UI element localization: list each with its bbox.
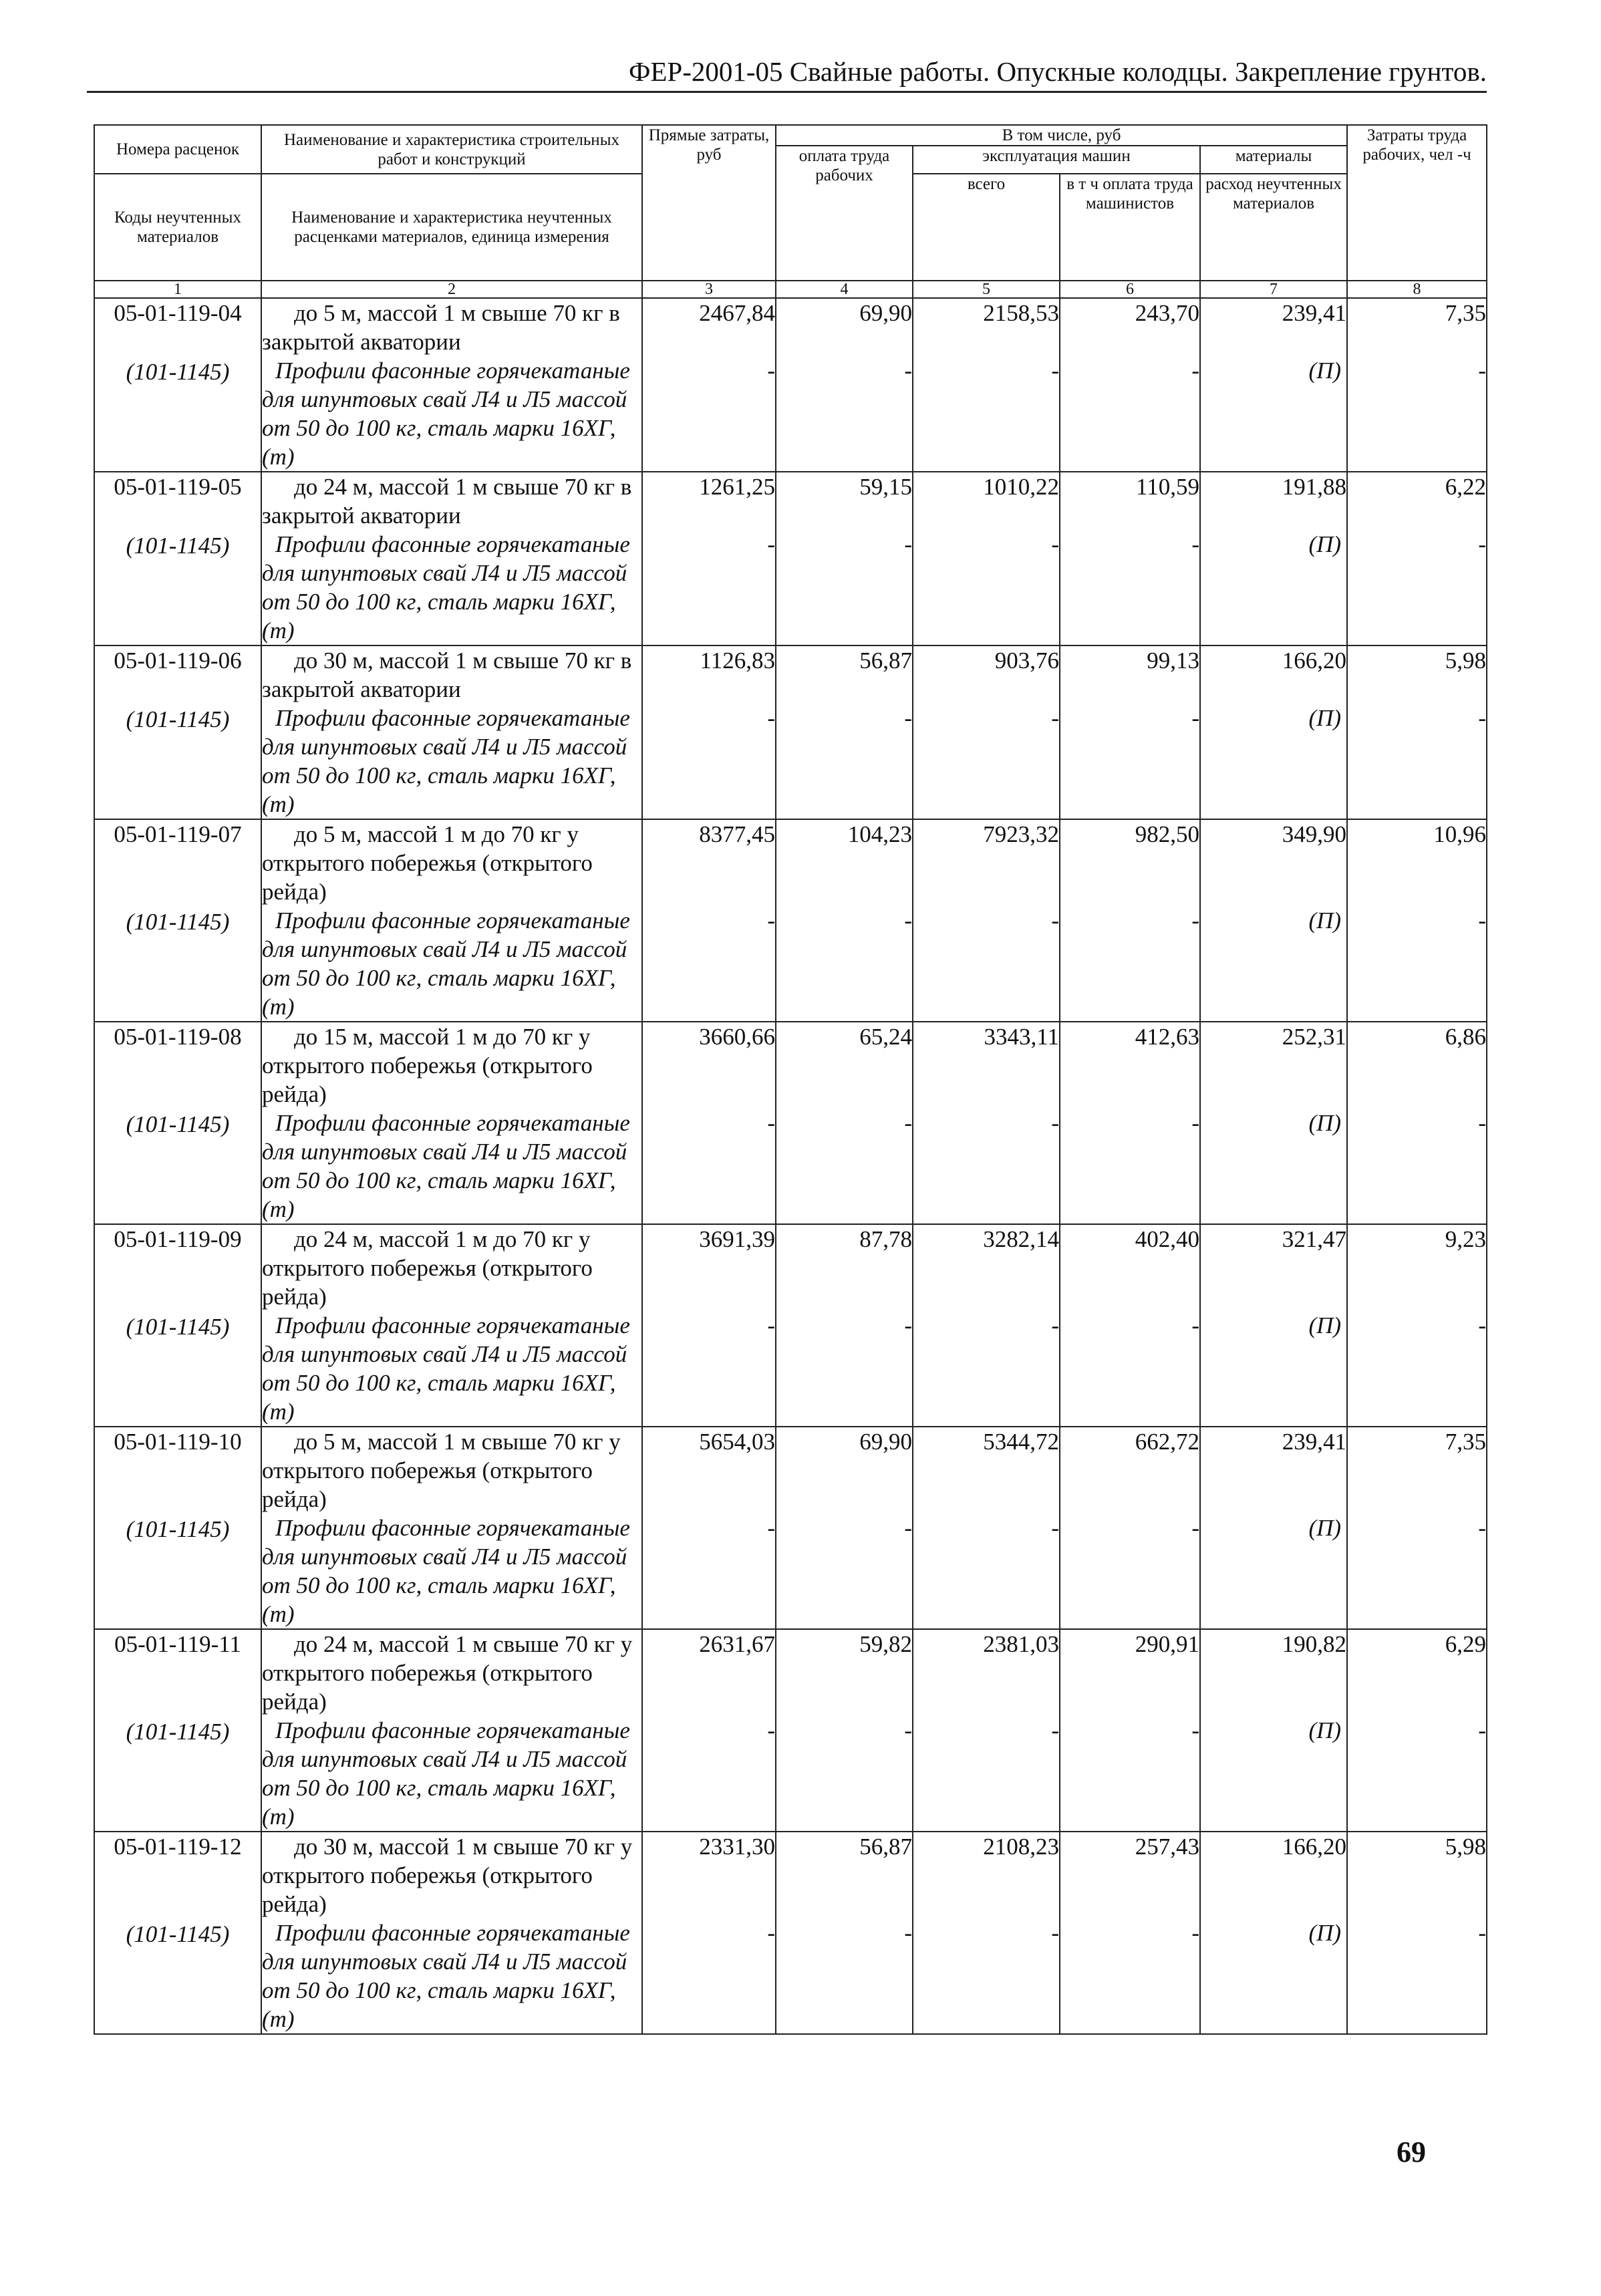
machines-total-cell: 2108,23 - <box>913 1832 1060 2034</box>
labor-cost-cell: 6,22 - <box>1347 472 1487 645</box>
rate-code: 05-01-119-09 <box>114 1226 242 1252</box>
materials-cell: 321,47 (П) <box>1200 1224 1347 1427</box>
material-code: (101-1145) <box>126 706 230 732</box>
machines-total-cell: 7923,32 - <box>913 819 1060 1022</box>
rate-code-cell <box>94 1022 261 1224</box>
material-description: Профили фасонные горячекатаные для шпунтовых свай Л4 и Л5 массой от 50 до 100 кг, сталь марки 16ХГ, (т) <box>262 1717 630 1830</box>
rate-code-cell <box>94 1629 261 1832</box>
direct-costs-cell: 3660,66 - <box>642 1022 776 1224</box>
rate-code-cell <box>94 645 261 819</box>
machines-incl-cell: 982,50 - <box>1060 819 1200 1022</box>
material-code: (101-1145) <box>126 909 230 935</box>
machines-total-cell: 5344,72 - <box>913 1427 1060 1629</box>
labor-cost-cell: 5,98 - <box>1347 1832 1487 2034</box>
labor-cost-cell: 5,98 - <box>1347 645 1487 819</box>
col-number: 8 <box>1347 281 1487 298</box>
work-description: до 5 м, массой 1 м свыше 70 кг в закрытой акватории <box>262 300 620 355</box>
rate-code-cell <box>94 472 261 645</box>
material-code: (101-1145) <box>126 533 230 559</box>
rate-code: 05-01-119-05 <box>114 474 242 500</box>
material-description: Профили фасонные горячекатаные для шпунтовых свай Л4 и Л5 массой от 50 до 100 кг, сталь марки 16ХГ, (т) <box>262 531 630 643</box>
labor-pay-cell: 87,78 - <box>776 1224 913 1427</box>
table-row <box>94 1832 1487 2034</box>
rate-code: 05-01-119-04 <box>114 300 242 326</box>
machines-total-cell: 1010,22 - <box>913 472 1060 645</box>
materials-cell: 239,41 (П) <box>1200 298 1347 472</box>
description-cell <box>261 1629 642 1832</box>
description-cell <box>261 645 642 819</box>
header-materials: материалы <box>1200 146 1347 174</box>
work-description: до 24 м, массой 1 м свыше 70 кг у открытого побережья (открытого рейда) <box>262 1631 633 1715</box>
materials-cell: 191,88 (П) <box>1200 472 1347 645</box>
header-material-codes: Коды неучтенных материалов <box>94 174 261 281</box>
direct-costs-cell: 2631,67 - <box>642 1629 776 1832</box>
material-description: Профили фасонные горячекатаные для шпунтовых свай Л4 и Л5 массой от 50 до 100 кг, сталь марки 16ХГ, (т) <box>262 705 630 817</box>
work-description: до 24 м, массой 1 м свыше 70 кг в закрытой акватории <box>262 474 632 529</box>
material-code: (101-1145) <box>126 1719 230 1745</box>
direct-costs-cell: 1126,83 - <box>642 645 776 819</box>
description-cell <box>261 1427 642 1629</box>
header-materials-unacc: расход неучтенных материалов <box>1200 174 1347 281</box>
rate-code-cell <box>94 1427 261 1629</box>
labor-cost-cell: 10,96 - <box>1347 819 1487 1022</box>
material-code: (101-1145) <box>126 359 230 385</box>
running-header: ФЕР-2001-05 Свайные работы. Опускные колодцы. Закрепление грунтов. <box>87 55 1487 93</box>
labor-pay-cell: 56,87 - <box>776 1832 913 2034</box>
machines-incl-cell: 110,59 - <box>1060 472 1200 645</box>
work-description: до 5 м, массой 1 м свыше 70 кг у открытого побережья (открытого рейда) <box>262 1429 621 1512</box>
direct-costs-cell: 1261,25 - <box>642 472 776 645</box>
machines-incl-cell: 257,43 - <box>1060 1832 1200 2034</box>
work-description: до 30 м, массой 1 м свыше 70 кг в закрытой акватории <box>262 648 632 702</box>
materials-cell: 252,31 (П) <box>1200 1022 1347 1224</box>
header-rate-numbers: Номера расценок <box>94 125 261 174</box>
rate-code: 05-01-119-12 <box>114 1834 242 1860</box>
table-row <box>94 1022 1487 1224</box>
header-labor-cost: Затраты труда рабочих, чел -ч <box>1347 125 1487 281</box>
labor-pay-cell: 69,90 - <box>776 1427 913 1629</box>
work-description: до 15 м, массой 1 м до 70 кг у открытого побережья (открытого рейда) <box>262 1024 593 1107</box>
labor-pay-cell: 56,87 - <box>776 645 913 819</box>
page-number: 69 <box>1397 2136 1426 2168</box>
header-machines-total: всего <box>913 174 1060 281</box>
description-cell <box>261 819 642 1022</box>
rate-code-cell <box>94 298 261 472</box>
header-in-total: В том числе, руб <box>776 125 1347 146</box>
labor-cost-cell: 6,29 - <box>1347 1629 1487 1832</box>
direct-costs-cell: 3691,39 - <box>642 1224 776 1427</box>
table-row <box>94 472 1487 645</box>
labor-pay-cell: 59,15 - <box>776 472 913 645</box>
labor-pay-cell: 65,24 - <box>776 1022 913 1224</box>
work-description: до 30 м, массой 1 м свыше 70 кг у открытого побережья (открытого рейда) <box>262 1834 633 1917</box>
machines-incl-cell: 412,63 - <box>1060 1022 1200 1224</box>
machines-incl-cell: 243,70 - <box>1060 298 1200 472</box>
labor-cost-cell: 6,86 - <box>1347 1022 1487 1224</box>
material-description: Профили фасонные горячекатаные для шпунтовых свай Л4 и Л5 массой от 50 до 100 кг, сталь марки 16ХГ, (т) <box>262 1312 630 1425</box>
header-material-names: Наименование и характеристика неучтенных расценками материалов, единица измерения <box>261 174 642 281</box>
rate-code: 05-01-119-06 <box>114 648 242 674</box>
table-row <box>94 1629 1487 1832</box>
material-description: Профили фасонные горячекатаные для шпунтовых свай Л4 и Л5 массой от 50 до 100 кг, сталь марки 16ХГ, (т) <box>262 357 630 470</box>
machines-total-cell: 3343,11 - <box>913 1022 1060 1224</box>
header-machines: эксплуатация машин <box>913 146 1200 174</box>
material-code: (101-1145) <box>126 1516 230 1542</box>
col-number: 7 <box>1200 281 1347 298</box>
labor-cost-cell: 7,35 - <box>1347 298 1487 472</box>
material-code: (101-1145) <box>126 1111 230 1137</box>
header-labor-pay: оплата труда рабочих <box>776 146 913 281</box>
description-cell <box>261 472 642 645</box>
rate-code: 05-01-119-08 <box>114 1024 242 1050</box>
rate-code: 05-01-119-10 <box>114 1429 242 1455</box>
description-cell <box>261 298 642 472</box>
table-row <box>94 1224 1487 1427</box>
header-work-name: Наименование и характеристика строительных работ и конструкций <box>261 125 642 174</box>
rate-code: 05-01-119-11 <box>114 1631 241 1657</box>
direct-costs-cell: 8377,45 - <box>642 819 776 1022</box>
table-row <box>94 645 1487 819</box>
table-row <box>94 819 1487 1022</box>
material-description: Профили фасонные горячекатаные для шпунтовых свай Л4 и Л5 массой от 50 до 100 кг, сталь марки 16ХГ, (т) <box>262 1515 630 1627</box>
header-direct-costs: Прямые затраты, руб <box>642 125 776 281</box>
labor-cost-cell: 7,35 - <box>1347 1427 1487 1629</box>
col-number: 2 <box>261 281 642 298</box>
labor-pay-cell: 59,82 - <box>776 1629 913 1832</box>
direct-costs-cell: 5654,03 - <box>642 1427 776 1629</box>
machines-total-cell: 2158,53 - <box>913 298 1060 472</box>
materials-cell: 166,20 (П) <box>1200 1832 1347 2034</box>
machines-incl-cell: 402,40 - <box>1060 1224 1200 1427</box>
table-row <box>94 1427 1487 1629</box>
material-description: Профили фасонные горячекатаные для шпунтовых свай Л4 и Л5 массой от 50 до 100 кг, сталь марки 16ХГ, (т) <box>262 1110 630 1222</box>
materials-cell: 239,41 (П) <box>1200 1427 1347 1629</box>
rate-code-cell <box>94 819 261 1022</box>
machines-total-cell: 903,76 - <box>913 645 1060 819</box>
machines-total-cell: 3282,14 - <box>913 1224 1060 1427</box>
material-code: (101-1145) <box>126 1921 230 1947</box>
labor-pay-cell: 69,90 - <box>776 298 913 472</box>
materials-cell: 349,90 (П) <box>1200 819 1347 1022</box>
machines-incl-cell: 290,91 - <box>1060 1629 1200 1832</box>
description-cell <box>261 1832 642 2034</box>
material-code: (101-1145) <box>126 1314 230 1340</box>
materials-cell: 166,20 (П) <box>1200 645 1347 819</box>
labor-pay-cell: 104,23 - <box>776 819 913 1022</box>
labor-cost-cell: 9,23 - <box>1347 1224 1487 1427</box>
rate-code: 05-01-119-07 <box>114 821 242 847</box>
table-row <box>94 298 1487 472</box>
description-cell <box>261 1022 642 1224</box>
header-machines-incl: в т ч оплата труда машинистов <box>1060 174 1200 281</box>
direct-costs-cell: 2331,30 - <box>642 1832 776 2034</box>
rate-code-cell <box>94 1832 261 2034</box>
materials-cell: 190,82 (П) <box>1200 1629 1347 1832</box>
machines-total-cell: 2381,03 - <box>913 1629 1060 1832</box>
col-number: 6 <box>1060 281 1200 298</box>
col-number: 1 <box>94 281 261 298</box>
work-description: до 5 м, массой 1 м до 70 кг у открытого побережья (открытого рейда) <box>262 821 593 905</box>
rate-code-cell <box>94 1224 261 1427</box>
material-description: Профили фасонные горячекатаные для шпунтовых свай Л4 и Л5 массой от 50 до 100 кг, сталь марки 16ХГ, (т) <box>262 1920 630 2032</box>
rates-table <box>94 124 1487 2035</box>
direct-costs-cell: 2467,84 - <box>642 298 776 472</box>
machines-incl-cell: 99,13 - <box>1060 645 1200 819</box>
col-number: 5 <box>913 281 1060 298</box>
description-cell <box>261 1224 642 1427</box>
work-description: до 24 м, массой 1 м до 70 кг у открытого побережья (открытого рейда) <box>262 1226 593 1310</box>
material-description: Профили фасонные горячекатаные для шпунтовых свай Л4 и Л5 массой от 50 до 100 кг, сталь марки 16ХГ, (т) <box>262 907 630 1020</box>
machines-incl-cell: 662,72 - <box>1060 1427 1200 1629</box>
col-number: 3 <box>642 281 776 298</box>
col-number: 4 <box>776 281 913 298</box>
